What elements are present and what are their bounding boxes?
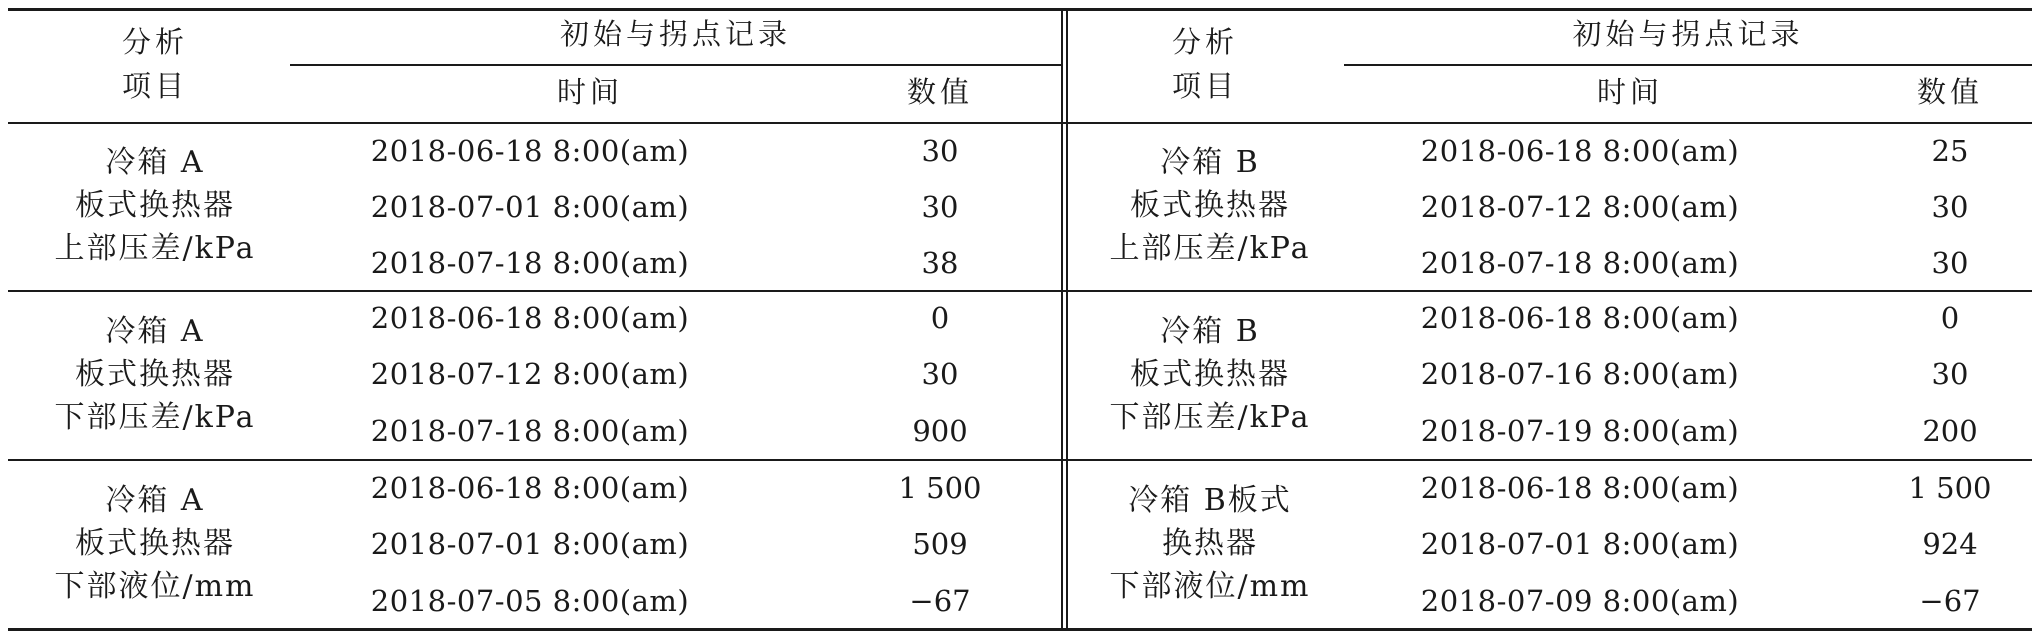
time-right-1-1: 2018-06-18 8:00(am) <box>1420 134 1740 168</box>
time-right-2-3: 2018-07-19 8:00(am) <box>1420 414 1740 448</box>
row-label-right-3-line1: 冷箱 B板式 <box>1128 483 1292 518</box>
row-label-right-1-line3: 上部压差/kPa <box>1109 231 1311 266</box>
row-label-left-3-line1: 冷箱 A <box>105 483 205 518</box>
time-left-2-3: 2018-07-18 8:00(am) <box>370 414 690 448</box>
row-label-left-3-line2: 板式换热器 <box>75 526 235 561</box>
time-left-3-3: 2018-07-05 8:00(am) <box>370 584 690 618</box>
header-value-right: 数值 <box>1916 75 1983 109</box>
value-right-1-1: 25 <box>1931 134 1969 168</box>
header-project-line1-left: 分析 <box>121 25 188 59</box>
row-label-left-1-line1: 冷箱 A <box>105 145 205 180</box>
top-rule <box>8 8 2032 11</box>
time-right-2-1: 2018-06-18 8:00(am) <box>1420 301 1740 335</box>
group-underline-right <box>1344 64 2032 66</box>
time-right-3-3: 2018-07-09 8:00(am) <box>1420 584 1740 618</box>
value-left-1-2: 30 <box>921 190 959 224</box>
center-divider-a <box>1061 8 1063 631</box>
row-label-left-3-line3: 下部液位/mm <box>54 569 256 604</box>
time-right-1-3: 2018-07-18 8:00(am) <box>1420 246 1740 280</box>
header-group-label-left: 初始与拐点记录 <box>559 17 791 51</box>
section-rule-2 <box>8 459 2032 461</box>
value-right-1-2: 30 <box>1931 190 1969 224</box>
header-project-line1-right: 分析 <box>1171 25 1238 59</box>
center-divider-b <box>1066 8 1068 631</box>
value-left-1-3: 38 <box>921 246 959 280</box>
value-left-2-3: 900 <box>912 414 968 448</box>
group-underline-left <box>290 64 1061 66</box>
value-right-2-2: 30 <box>1931 357 1969 391</box>
header-time-right: 时间 <box>1596 75 1663 109</box>
header-project-line2-right: 项目 <box>1171 69 1238 103</box>
row-label-left-2-line3: 下部压差/kPa <box>54 400 256 435</box>
header-bottom-rule <box>8 122 2032 124</box>
time-left-1-2: 2018-07-01 8:00(am) <box>370 190 690 224</box>
value-left-2-2: 30 <box>921 357 959 391</box>
time-right-3-1: 2018-06-18 8:00(am) <box>1420 471 1740 505</box>
row-label-left-1-line2: 板式换热器 <box>75 188 235 223</box>
value-right-3-2: 924 <box>1922 527 1978 561</box>
row-label-right-3-line2: 换热器 <box>1162 526 1258 561</box>
row-label-left-2-line1: 冷箱 A <box>105 314 205 349</box>
value-left-3-3: −67 <box>909 584 971 618</box>
value-right-2-1: 0 <box>1940 301 1960 335</box>
time-left-1-3: 2018-07-18 8:00(am) <box>370 246 690 280</box>
header-value-left: 数值 <box>906 75 973 109</box>
value-left-1-1: 30 <box>921 134 959 168</box>
header-time-left: 时间 <box>556 75 623 109</box>
row-label-right-2-line2: 板式换热器 <box>1130 357 1290 392</box>
section-rule-1 <box>8 290 2032 292</box>
time-left-3-1: 2018-06-18 8:00(am) <box>370 471 690 505</box>
value-left-2-1: 0 <box>930 301 950 335</box>
time-left-3-2: 2018-07-01 8:00(am) <box>370 527 690 561</box>
time-right-2-2: 2018-07-16 8:00(am) <box>1420 357 1740 391</box>
row-label-right-1-line2: 板式换热器 <box>1130 188 1290 223</box>
time-left-2-1: 2018-06-18 8:00(am) <box>370 301 690 335</box>
bottom-rule <box>8 628 2032 631</box>
row-label-right-3-line3: 下部液位/mm <box>1109 569 1311 604</box>
time-left-1-1: 2018-06-18 8:00(am) <box>370 134 690 168</box>
value-right-3-1: 1 500 <box>1908 471 1992 505</box>
value-left-3-2: 509 <box>912 527 968 561</box>
row-label-left-2-line2: 板式换热器 <box>75 357 235 392</box>
time-left-2-2: 2018-07-12 8:00(am) <box>370 357 690 391</box>
row-label-right-2-line1: 冷箱 B <box>1160 314 1260 349</box>
time-right-3-2: 2018-07-01 8:00(am) <box>1420 527 1740 561</box>
header-group-label-right: 初始与拐点记录 <box>1572 17 1804 51</box>
value-right-2-3: 200 <box>1922 414 1978 448</box>
value-right-3-3: −67 <box>1919 584 1981 618</box>
row-label-right-2-line3: 下部压差/kPa <box>1109 400 1311 435</box>
header-project-line2-left: 项目 <box>121 69 188 103</box>
row-label-right-1-line1: 冷箱 B <box>1160 145 1260 180</box>
row-label-left-1-line3: 上部压差/kPa <box>54 231 256 266</box>
value-right-1-3: 30 <box>1931 246 1969 280</box>
time-right-1-2: 2018-07-12 8:00(am) <box>1420 190 1740 224</box>
value-left-3-1: 1 500 <box>898 471 982 505</box>
